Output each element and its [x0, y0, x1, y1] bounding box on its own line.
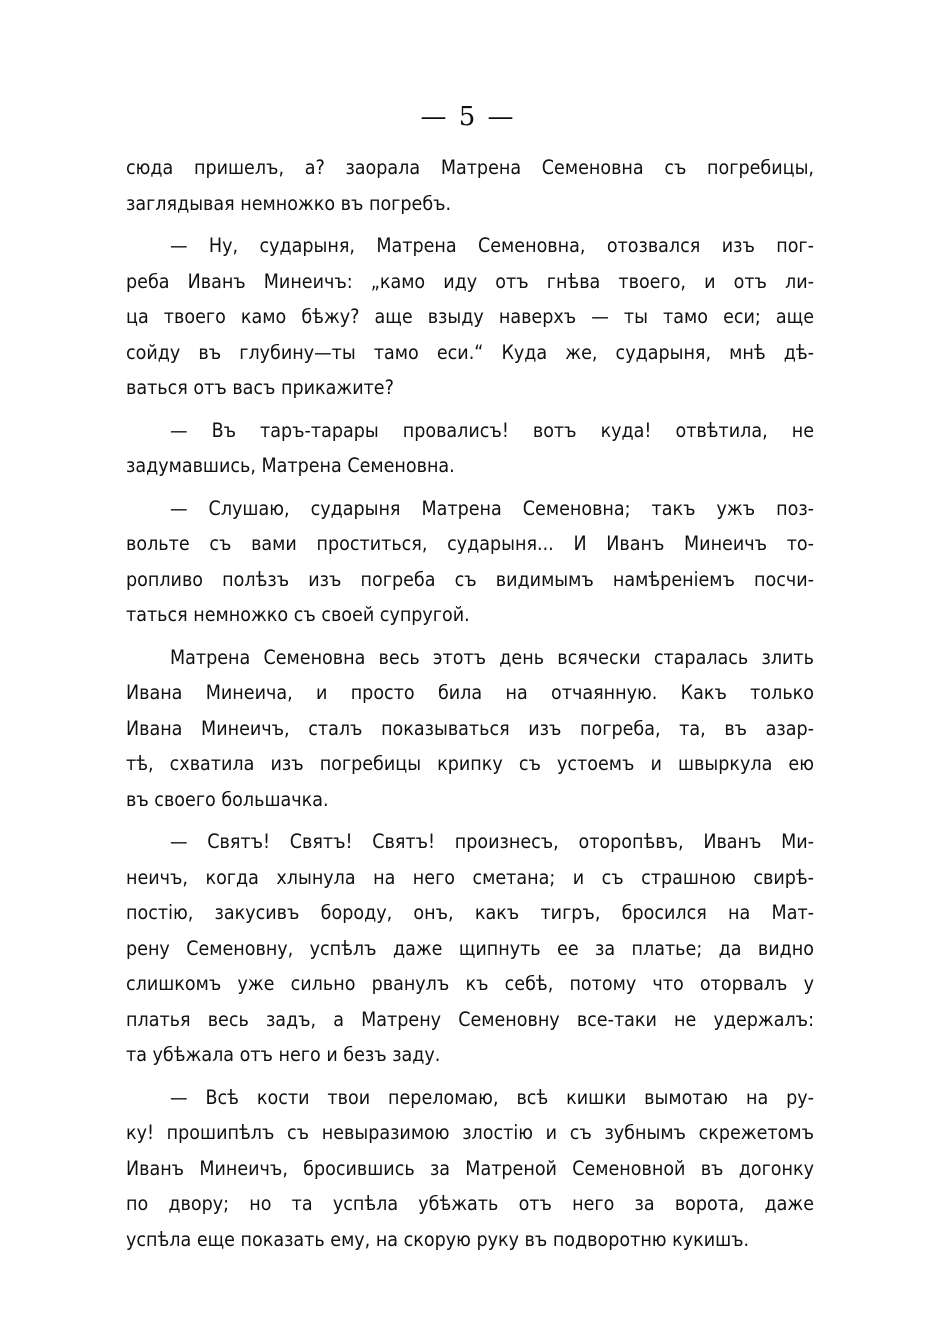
text-line: Ивана Минеича, и просто била на отчаянную. Какъ только	[126, 681, 814, 704]
text-line: тѣ, схватила изъ погребицы крипку съ устоемъ и швыркула ею	[126, 752, 814, 775]
text-line: — Въ таръ-тарары провалисъ! вотъ куда! отвѣтила, не	[170, 418, 814, 442]
text-line: успѣла еще показать ему, на скорую руку въ подворотню кукишъ.	[126, 1227, 750, 1251]
text-line: сюда пришелъ, а? заорала Матрена Семеновна съ погребицы,	[126, 156, 814, 179]
text-line: ку! прошипѣлъ съ невыразимою злостію и съ зубнымъ скрежетомъ	[126, 1121, 814, 1144]
text-line: заглядывая немножко въ погребъ.	[126, 191, 452, 215]
page-text	[126, 150, 814, 1257]
text-line: въ своего большачка.	[126, 787, 329, 811]
text-line: — Слушаю, сударыня Матрена Семеновна; такъ ужъ поз-	[170, 496, 814, 520]
text-line: задумавшись, Матрена Семеновна.	[126, 454, 455, 477]
text-line: ропливо полѣзъ изъ погреба съ видимымъ намѣреніемъ посчи-	[126, 567, 814, 591]
text-line: Иванъ Минеичъ, бросившись за Матреной Семеновной въ догонку	[126, 1156, 814, 1180]
text-line: таться немножко съ своей супругой.	[126, 603, 470, 626]
text-line: рену Семеновну, успѣлъ даже щипнуть ее за платье; да видно	[126, 936, 814, 960]
text-line: сойду въ глубину—ты тамо еси.“ Куда же, сударыня, мнѣ дѣ-	[126, 340, 814, 364]
paragraph-gap	[126, 1073, 814, 1080]
text-line: — Святъ! Святъ! Святъ! произнесъ, оторопѣвъ, Иванъ Ми-	[170, 830, 814, 853]
paragraph	[126, 491, 814, 633]
paragraph	[126, 824, 814, 1073]
paragraph	[126, 413, 814, 484]
text-line: неичъ, когда хлынула на него сметана; и съ страшною свирѣ-	[126, 865, 814, 889]
text-line: по двору; но та успѣла убѣжать отъ него за ворота, даже	[126, 1192, 814, 1215]
text-line: та убѣжала отъ него и безъ заду.	[126, 1043, 441, 1066]
page-number: — 5 —	[420, 102, 516, 132]
paragraph-gap	[126, 406, 814, 413]
paragraph	[126, 228, 814, 406]
text-line: постію, закусивъ бороду, онъ, какъ тигръ, бросился на Мат-	[126, 901, 814, 924]
text-line: реба Иванъ Минеичъ: „камо иду отъ гнѣва твоего, и отъ ли-	[126, 269, 814, 293]
paragraph	[126, 150, 814, 221]
text-line: — Всѣ кости твои переломаю, всѣ кишки вымотаю на ру-	[170, 1085, 814, 1109]
text-line: платья весь задъ, а Матрену Семеновну все-таки не удержалъ:	[126, 1007, 814, 1031]
paragraph-gap	[126, 484, 814, 491]
text-line: вольте съ вами проститься, сударыня... И Иванъ Минеичъ то-	[126, 532, 814, 555]
text-line: ца твоего камо бѣжу? аще взыду наверхъ — ты тамо еси; аще	[126, 305, 814, 328]
text-line: Ивана Минеичъ, сталъ показываться изъ погреба, та, въ азар-	[126, 716, 814, 740]
paragraph-gap	[126, 633, 814, 640]
text-line: слишкомъ уже сильно рванулъ къ себѣ, потому что оторвалъ у	[126, 972, 814, 995]
text-line: Матрена Семеновна весь этотъ день всячески старалась злить	[170, 645, 814, 669]
text-line: — Ну, сударыня, Матрена Семеновна, отозвался изъ пог-	[170, 234, 814, 257]
paragraph	[126, 1080, 814, 1258]
paragraph-gap	[126, 817, 814, 824]
paragraph-gap	[126, 221, 814, 228]
paragraph	[126, 640, 814, 818]
text-line: ваться отъ васъ прикажите?	[126, 376, 394, 399]
